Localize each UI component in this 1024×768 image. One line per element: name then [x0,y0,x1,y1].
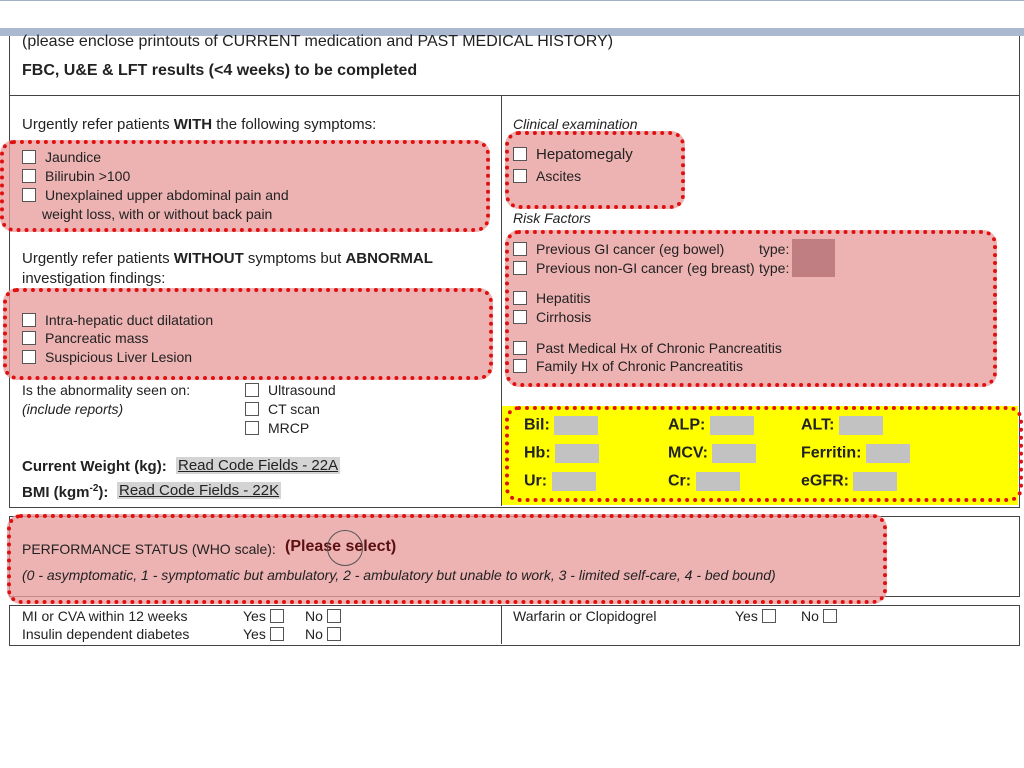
modality-mrcp[interactable]: MRCP [245,420,309,436]
weight-label: Current Weight (kg): [22,458,167,475]
warfarin-yes[interactable]: Yes [735,608,785,624]
checkbox-hepatomegaly[interactable] [513,147,527,161]
bmi-field[interactable]: Read Code Fields - 22K [119,482,280,499]
checkbox-gi-cancer[interactable] [513,242,527,256]
weight-field[interactable]: Read Code Fields - 22A [178,457,339,474]
clinical-ascites[interactable]: Ascites [513,168,581,184]
lab-ferritin-field[interactable] [866,444,910,463]
finding-pancreatic-mass[interactable]: Pancreatic mass [22,330,148,346]
lab-cr: Cr: [668,472,740,491]
symptom-bilirubin[interactable]: Bilirubin >100 [22,168,130,184]
lab-hb-field[interactable] [555,444,599,463]
symptom-abdominal-pain[interactable]: Unexplained upper abdominal pain and [22,187,289,203]
without-symptoms-heading: Urgently refer patients WITHOUT symptoms but ABNORMAL [22,250,433,267]
performance-label: PERFORMANCE STATUS (WHO scale): [22,541,276,557]
type-label-gi: type: [759,241,790,257]
bmi-label: BMI (kgm$^{-2}$): [22,483,109,501]
insulin-no[interactable]: No [305,626,350,642]
lab-bil-field[interactable] [554,416,598,435]
checkbox-liver-lesion[interactable] [22,350,36,364]
checkbox-pmh-pancreatitis[interactable] [513,341,527,355]
enclose-note: (please enclose printouts of CURRENT medication and PAST MEDICAL HISTORY) [22,33,614,50]
clinical-hepatomegaly[interactable]: Hepatomegaly [513,146,633,163]
checkbox-cirrhosis[interactable] [513,310,527,324]
lab-ur: Ur: [524,472,596,491]
mi-cva-label: MI or CVA within 12 weeks [22,608,188,624]
modality-ultrasound[interactable]: Ultrasound [245,382,336,398]
lab-ferritin: Ferritin: [801,444,910,463]
include-reports-note: (include reports) [22,401,124,417]
lab-ur-field[interactable] [552,472,596,491]
checkbox-mi-cva-yes[interactable] [270,609,284,623]
checkbox-ct-scan[interactable] [245,402,259,416]
insulin-label: Insulin dependent diabetes [22,626,190,642]
lab-mcv-field[interactable] [712,444,756,463]
risk-family-pancreatitis[interactable]: Family Hx of Chronic Pancreatitis [513,358,743,374]
symptom-abdominal-pain-cont: weight loss, with or without back pain [42,206,273,222]
lab-egfr-field[interactable] [853,472,897,491]
mi-cva-yes[interactable]: Yes [243,608,293,624]
checkbox-hepatitis[interactable] [513,291,527,305]
risk-factors-title: Risk Factors [513,210,591,226]
cursor-circle [327,530,363,566]
with-symptoms-heading: Urgently refer patients WITH the following symptoms: [22,116,377,133]
results-note: FBC, U&E & LFT results (<4 weeks) to be completed [22,62,418,79]
lab-bil: Bil: [524,416,598,435]
lab-egfr: eGFR: [801,472,897,491]
lab-mcv: MCV: [668,444,756,463]
risk-gi-cancer[interactable]: Previous GI cancer (eg bowel) [513,241,724,257]
finding-liver-lesion[interactable]: Suspicious Liver Lesion [22,349,192,365]
checkbox-insulin-yes[interactable] [270,627,284,641]
modality-ct[interactable]: CT scan [245,401,320,417]
performance-select[interactable]: (Please select) [285,538,397,555]
checkbox-pancreatic-mass[interactable] [22,331,36,345]
cancer-type-field[interactable] [792,239,835,277]
checkbox-bilirubin[interactable] [22,169,36,183]
checkbox-jaundice[interactable] [22,150,36,164]
risk-hepatitis[interactable]: Hepatitis [513,290,590,306]
checkbox-warfarin-yes[interactable] [762,609,776,623]
warfarin-no[interactable]: No [801,608,846,624]
lab-alt: ALT: [801,416,883,435]
risk-non-gi-cancer[interactable]: Previous non-GI cancer (eg breast) [513,260,755,276]
checkbox-abdominal-pain[interactable] [22,188,36,202]
checkbox-warfarin-no[interactable] [823,609,837,623]
symptom-jaundice[interactable]: Jaundice [22,149,101,165]
risk-cirrhosis[interactable]: Cirrhosis [513,309,591,325]
checkbox-mrcp[interactable] [245,421,259,435]
risk-pmh-pancreatitis[interactable]: Past Medical Hx of Chronic Pancreatitis [513,340,782,356]
lab-alp-field[interactable] [710,416,754,435]
checkbox-insulin-no[interactable] [327,627,341,641]
window-top-border [0,0,1024,1]
without-symptoms-heading-line2: investigation findings: [22,270,166,287]
finding-duct-dilatation[interactable]: Intra-hepatic duct dilatation [22,312,213,328]
clinical-exam-title: Clinical examination [513,116,638,132]
abnormality-question: Is the abnormality seen on: [22,382,191,398]
performance-scale: (0 - asymptomatic, 1 - symptomatic but ambulatory, 2 - ambulatory but unable to work, 3 - limited self-care, 4 - bed bound) [22,567,776,583]
lab-alp: ALP: [668,416,754,435]
checkbox-ultrasound[interactable] [245,383,259,397]
insulin-yes[interactable]: Yes [243,626,293,642]
comorbidity-divider [501,605,502,644]
checkbox-mi-cva-no[interactable] [327,609,341,623]
highlight-performance [7,514,887,604]
checkbox-ascites[interactable] [513,169,527,183]
lab-alt-field[interactable] [839,416,883,435]
warfarin-label: Warfarin or Clopidogrel [513,608,657,624]
lab-hb: Hb: [524,444,599,463]
lab-cr-field[interactable] [696,472,740,491]
checkbox-non-gi-cancer[interactable] [513,261,527,275]
type-label-non-gi: type: [759,260,790,276]
checkbox-duct-dilatation[interactable] [22,313,36,327]
mi-cva-no[interactable]: No [305,608,350,624]
checkbox-family-pancreatitis[interactable] [513,359,527,373]
